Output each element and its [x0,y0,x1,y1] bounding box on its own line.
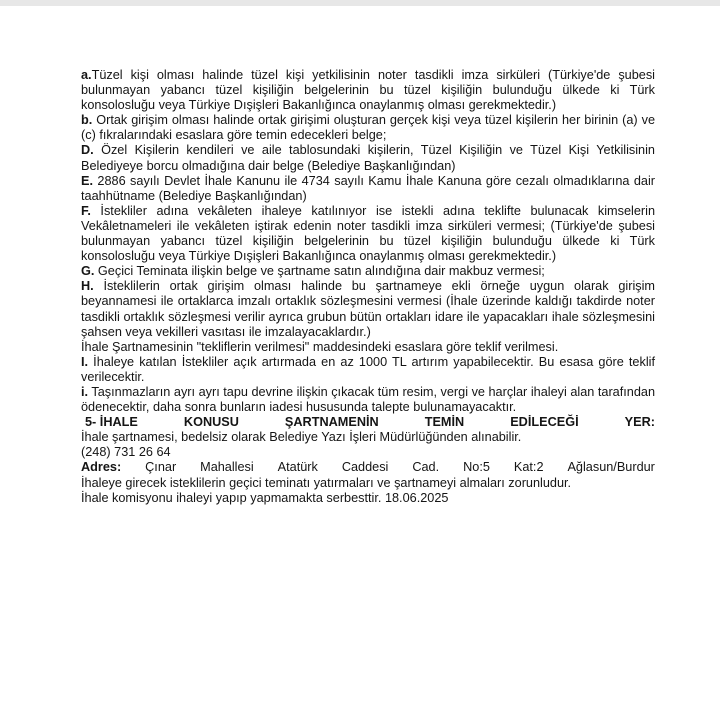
item-I [81,355,655,385]
item-a [81,68,655,113]
item-letter: E. [81,173,93,188]
spec-line: İhale şartnamesi, bedelsiz olarak Belediye Yazı İşleri Müdürlüğünden alınabilir. [81,430,522,445]
item-g [81,264,655,279]
note-line: İhale Şartnamesinin "tekliflerin verilmesi" maddesindeki esaslara göre teklif verilmesi. [81,339,559,354]
heading-word: EDİLECEĞİ [510,415,579,430]
item-text: Taşınmazların ayrı ayrı tapu devrine ilişkin çıkacak tüm resim, vergi ve harçlar ihaleyi alan tarafından ödenecektir, daha sonra bunların iadesi hususunda talepte bulunamayacaktır. [81,384,655,415]
address-line [81,460,655,475]
item-letter: D. [81,143,94,158]
item-e [81,174,655,204]
item-b [81,113,655,143]
address-label: Adres: [81,460,122,475]
item-text: Ortak girişim olması halinde ortak girişimi oluşturan gerçek kişi veya tüzel kişilerin her birinin (a) ve (c) fıkralarındaki esaslara göre temin edecekleri belge; [81,113,655,143]
item-text: Geçici Teminata ilişkin belge ve şartname satın alındığına dair makbuz vermesi; [94,264,545,279]
address-part: Çınar [145,460,177,475]
address-part: No:5 [463,460,490,475]
heading-word: KONUSU [183,415,239,430]
section-heading [81,415,655,430]
address-part: Kat:2 [513,460,544,475]
heading-word: ŞARTNAMENİN [284,415,379,430]
item-text: Tüzel kişi olması halinde tüzel kişi yetkilisinin noter tasdikli imza sirküleri (Türkiye'de şubesi bulunmayan yabancı tüzel kişiliğin belgelerinin bu tüzel kişiliğin bulunduğu ülkede ki Türk konsolosluğu veya Türkiye Dışişleri Bakanlığınca onaylanmış olması gerekmektedir.) [81,68,655,113]
address-part: Mahallesi [200,460,254,475]
deposit-line: İhaleye girecek isteklilerin geçici teminatı yatırmaları ve şartnameyi almaları zorunludur. [81,475,572,490]
item-letter: H. [81,279,94,294]
address-part: Atatürk [277,460,318,475]
address-part: Caddesi [341,460,389,475]
item-letter: i. [81,384,89,399]
final-line: İhale komisyonu ihaleyi yapıp yapmamakta serbesttir. 18.06.2025 [81,490,449,505]
item-h [81,279,655,339]
address-part: Cad. [412,460,440,475]
item-letter: b. [81,113,93,128]
item-text: Özel Kişilerin kendileri ve aile tablosundaki kişilerin, Tüzel Kişiliğin ve Tüzel Kişi Yetkilisinin Belediyeye borcu olmadığına dair belge (Belediye Başkanlığından) [81,143,655,173]
heading-word: 5- İHALE [85,415,138,430]
item-text: İstekliler adına vekâleten ihaleye katılınıyor ise istekli adına teklifte bulunacak kimselerin Vekâletnameleri ile vekâleten iştirak edenin noter tasdikli imza sirküleri vermesi; (Türkiye'de şubesi bulunmayan yabancı tüzel kişiliğin belgelerinin bu tüzel kişiliğin bulunduğu ülkede ki Türk konsolosluğu veya Türkiye Dışişleri Bakanlığınca onaylanmış olması gerekmektedir.) [81,203,655,264]
heading-word: TEMİN [424,415,465,430]
item-letter: G. [81,264,95,279]
item-text: İsteklilerin ortak girişim olması halinde bu şartnameye ekli örneğe uygun olarak girişim beyannamesi ile ortaklarca imzalı ortaklık sözleşmesini vermesi (İhale üzerinde kaldığı takdirde noter tasdikli ortaklık sözleşmesi verilir ayrıca grubun bütün ortakları idare ile yapacakları ihale sözleşmesini şahsen veya vekilleri vasıtası ile imzalayacaklardır.) [81,279,655,339]
top-edge-bar [0,0,720,6]
item-letter: F. [81,203,91,218]
item-text: İhaleye katılan İstekliler açık artırmada en az 1000 TL artırım yapabilecektir. Bu esasa göre teklif verilecektir. [81,354,655,384]
address-part: Ağlasun/Burdur [567,460,655,475]
item-i [81,385,655,415]
heading-word: YER: [624,415,655,430]
item-f [81,204,655,264]
item-text: 2886 sayılı Devlet İhale Kanunu ile 4734 sayılı Kamu İhale Kanuna göre cezalı olmadıklarına dair taahhütname (Belediye Başkanlığından) [81,173,655,203]
item-letter: a. [81,68,92,82]
item-letter: I. [81,354,89,369]
item-d [81,143,655,173]
phone-number: (248) 731 26 64 [81,445,171,460]
document-body [81,68,655,506]
